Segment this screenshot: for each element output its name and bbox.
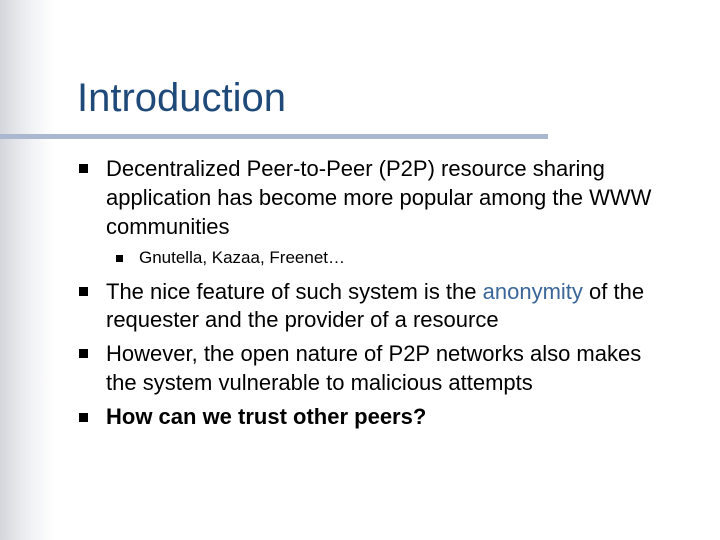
slide-title: Introduction — [77, 76, 287, 120]
anonymity-highlight: anonymity — [482, 279, 583, 304]
square-bullet-icon — [79, 413, 88, 422]
bullet-2-text-post: of the — [582, 279, 645, 304]
bullet-1-line-2: application has become more popular among the WWW — [106, 185, 652, 210]
bullet-3-line-1: However, the open nature of P2P networks also makes — [106, 341, 642, 366]
square-sub-bullet-icon — [116, 255, 123, 262]
square-bullet-icon — [79, 349, 88, 358]
bullet-4-line-1: How can we trust other peers? — [106, 404, 427, 429]
title-divider — [0, 134, 548, 139]
bullet-1-line-1: Decentralized Peer-to-Peer (P2P) resource sharing — [106, 156, 605, 181]
bullet-3-line-2: the system vulnerable to malicious attempts — [106, 370, 533, 395]
bullet-1-line-3: communities — [106, 214, 230, 239]
bullet-2-text-pre: The nice feature of such system is the — [106, 279, 483, 304]
square-bullet-icon — [79, 164, 88, 173]
square-bullet-icon — [79, 287, 88, 296]
bullet-2-line-1 — [106, 277, 644, 306]
bullet-2-line-2: requester and the provider of a resource — [106, 307, 499, 332]
sub-bullet-1: Gnutella, Kazaa, Freenet… — [139, 248, 346, 267]
